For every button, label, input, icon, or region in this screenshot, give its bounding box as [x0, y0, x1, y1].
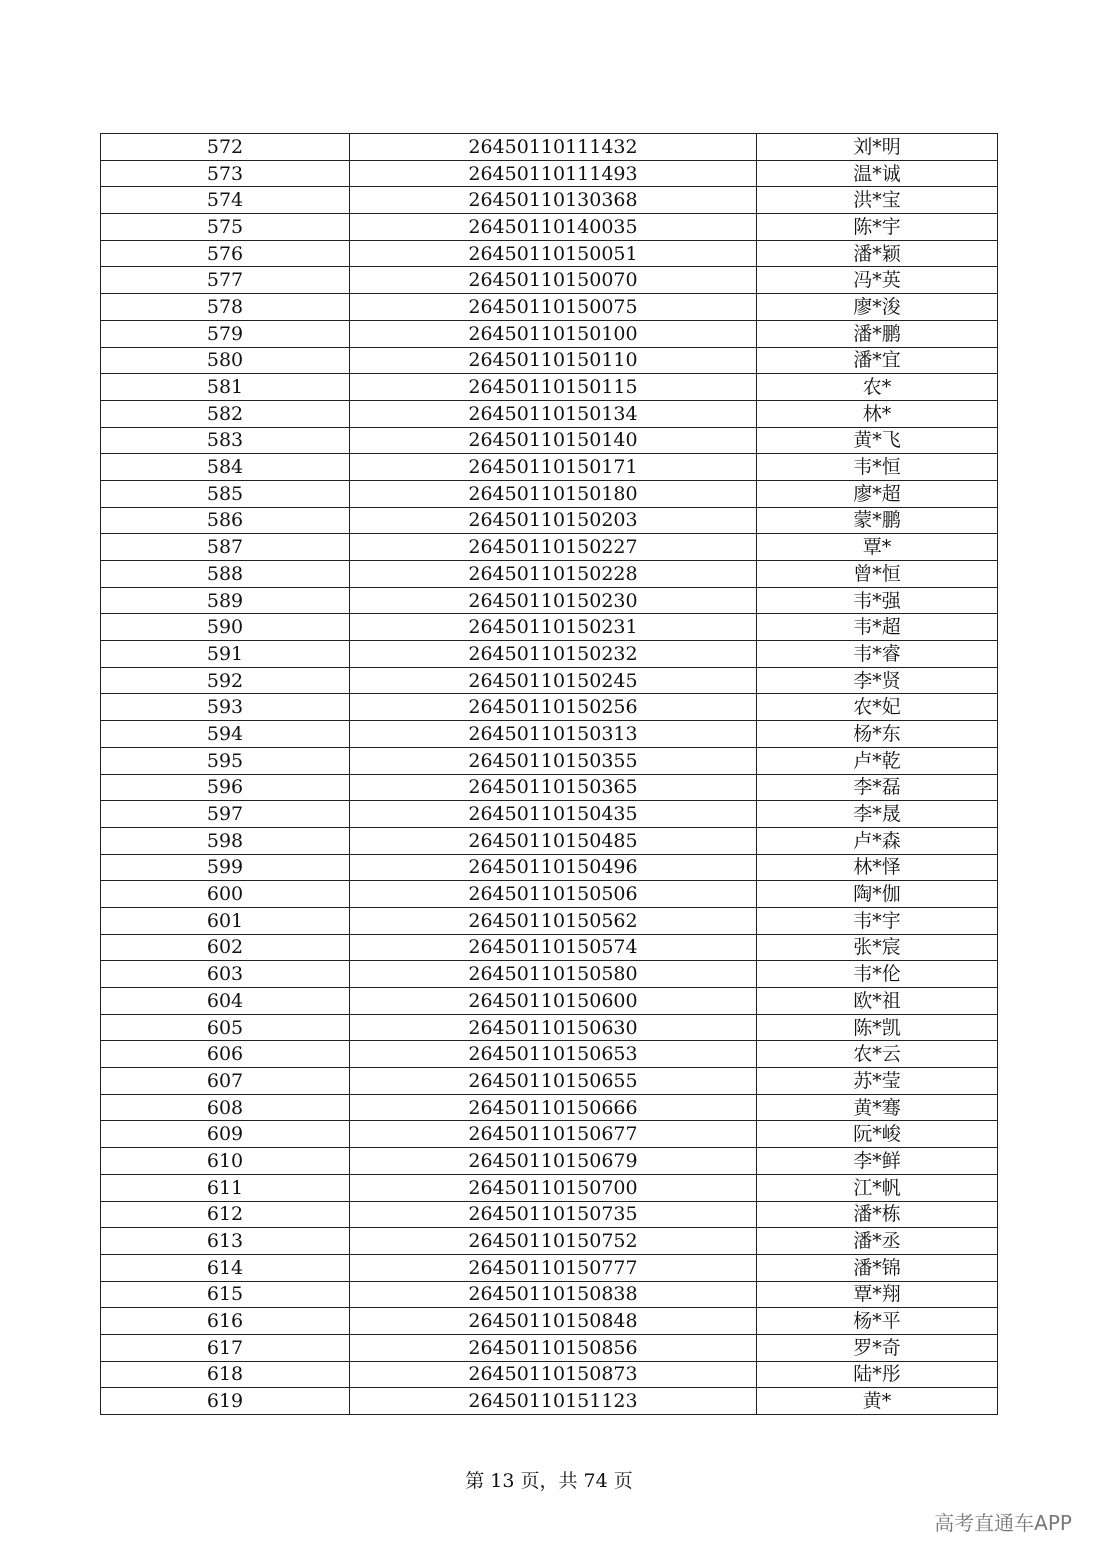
exam-number: 26450110150115	[350, 374, 757, 401]
table-row	[101, 827, 998, 854]
exam-number: 26450110150171	[350, 454, 757, 481]
table-row	[101, 1334, 998, 1361]
table-row	[101, 240, 998, 267]
row-index: 617	[101, 1334, 350, 1361]
table-row	[101, 1121, 998, 1148]
exam-number: 26450110150228	[350, 561, 757, 588]
exam-number: 26450110150496	[350, 854, 757, 881]
exam-number: 26450110150856	[350, 1334, 757, 1361]
row-index: 606	[101, 1041, 350, 1068]
exam-number: 26450110150848	[350, 1308, 757, 1335]
row-index: 614	[101, 1254, 350, 1281]
table-row	[101, 587, 998, 614]
exam-number: 26450110111493	[350, 160, 757, 187]
row-index: 592	[101, 667, 350, 694]
row-index: 599	[101, 854, 350, 881]
exam-number: 26450110150100	[350, 320, 757, 347]
row-index: 600	[101, 881, 350, 908]
student-name: 陈*凯	[757, 1014, 998, 1041]
exam-number: 26450110150075	[350, 294, 757, 321]
table-row	[101, 1228, 998, 1255]
row-index: 618	[101, 1361, 350, 1388]
row-index: 616	[101, 1308, 350, 1335]
table-row	[101, 267, 998, 294]
student-name: 陆*彤	[757, 1361, 998, 1388]
exam-number: 26450110150735	[350, 1201, 757, 1228]
student-name: 潘*栋	[757, 1201, 998, 1228]
exam-number: 26450110150110	[350, 347, 757, 374]
table-row	[101, 534, 998, 561]
exam-number: 26450110150245	[350, 667, 757, 694]
exam-number: 26450110150313	[350, 721, 757, 748]
table-row	[101, 934, 998, 961]
table-row	[101, 747, 998, 774]
student-name: 韦*超	[757, 614, 998, 641]
exam-number: 26450110150655	[350, 1068, 757, 1095]
student-name: 农*妃	[757, 694, 998, 721]
student-name: 苏*莹	[757, 1068, 998, 1095]
exam-number: 26450110140035	[350, 214, 757, 241]
roster-table	[100, 133, 998, 1415]
table-row	[101, 1174, 998, 1201]
student-name: 曾*恒	[757, 561, 998, 588]
table-row	[101, 667, 998, 694]
table-row	[101, 1254, 998, 1281]
row-index: 595	[101, 747, 350, 774]
student-name: 林*怿	[757, 854, 998, 881]
exam-number: 26450110150070	[350, 267, 757, 294]
exam-number: 26450110150838	[350, 1281, 757, 1308]
row-index: 603	[101, 961, 350, 988]
exam-number: 26450110150227	[350, 534, 757, 561]
student-name: 覃*翔	[757, 1281, 998, 1308]
row-index: 581	[101, 374, 350, 401]
exam-number: 26450110150630	[350, 1014, 757, 1041]
exam-number: 26450110150506	[350, 881, 757, 908]
row-index: 602	[101, 934, 350, 961]
row-index: 591	[101, 641, 350, 668]
student-name: 韦*强	[757, 587, 998, 614]
exam-number: 26450110150134	[350, 400, 757, 427]
row-index: 588	[101, 561, 350, 588]
exam-number: 26450110150653	[350, 1041, 757, 1068]
row-index: 611	[101, 1174, 350, 1201]
table-row	[101, 614, 998, 641]
student-name: 覃*	[757, 534, 998, 561]
row-index: 604	[101, 988, 350, 1015]
row-index: 578	[101, 294, 350, 321]
exam-number: 26450110150231	[350, 614, 757, 641]
student-name: 潘*锦	[757, 1254, 998, 1281]
row-index: 601	[101, 907, 350, 934]
row-index: 594	[101, 721, 350, 748]
student-name: 李*鲜	[757, 1148, 998, 1175]
row-index: 572	[101, 134, 350, 161]
student-name: 黄*飞	[757, 427, 998, 454]
row-index: 607	[101, 1068, 350, 1095]
student-name: 刘*明	[757, 134, 998, 161]
student-name: 林*	[757, 400, 998, 427]
exam-number: 26450110150256	[350, 694, 757, 721]
table-row	[101, 988, 998, 1015]
table-row	[101, 1281, 998, 1308]
table-row	[101, 641, 998, 668]
exam-number: 26450110150365	[350, 774, 757, 801]
student-name: 潘*丞	[757, 1228, 998, 1255]
row-index: 580	[101, 347, 350, 374]
student-name: 韦*睿	[757, 641, 998, 668]
table-row	[101, 907, 998, 934]
exam-number: 26450110150355	[350, 747, 757, 774]
row-index: 586	[101, 507, 350, 534]
student-name: 张*宸	[757, 934, 998, 961]
table-row	[101, 400, 998, 427]
table-row	[101, 374, 998, 401]
exam-number: 26450110150180	[350, 480, 757, 507]
table-row	[101, 427, 998, 454]
exam-number: 26450110150777	[350, 1254, 757, 1281]
row-index: 584	[101, 454, 350, 481]
row-index: 597	[101, 801, 350, 828]
exam-number: 26450110150677	[350, 1121, 757, 1148]
table-row	[101, 214, 998, 241]
table-row	[101, 961, 998, 988]
row-index: 579	[101, 320, 350, 347]
exam-number: 26450110150051	[350, 240, 757, 267]
row-index: 593	[101, 694, 350, 721]
table-row	[101, 1361, 998, 1388]
row-index: 576	[101, 240, 350, 267]
row-index: 608	[101, 1094, 350, 1121]
exam-number: 26450110150752	[350, 1228, 757, 1255]
student-name: 陶*伽	[757, 881, 998, 908]
table-row	[101, 1094, 998, 1121]
row-index: 573	[101, 160, 350, 187]
student-name: 韦*伦	[757, 961, 998, 988]
student-name: 潘*颖	[757, 240, 998, 267]
exam-number: 26450110130368	[350, 187, 757, 214]
row-index: 582	[101, 400, 350, 427]
student-name: 卢*乾	[757, 747, 998, 774]
student-name: 陈*宇	[757, 214, 998, 241]
student-name: 冯*英	[757, 267, 998, 294]
watermark: 高考直通车APP	[934, 1511, 1072, 1535]
table-row	[101, 721, 998, 748]
student-name: 李*贤	[757, 667, 998, 694]
student-name: 廖*超	[757, 480, 998, 507]
exam-number: 26450110150203	[350, 507, 757, 534]
exam-number: 26450110111432	[350, 134, 757, 161]
student-name: 潘*宜	[757, 347, 998, 374]
table-row	[101, 320, 998, 347]
exam-number: 26450110150666	[350, 1094, 757, 1121]
student-name: 洪*宝	[757, 187, 998, 214]
student-name: 农*	[757, 374, 998, 401]
table-row	[101, 454, 998, 481]
table-row	[101, 294, 998, 321]
row-index: 596	[101, 774, 350, 801]
exam-number: 26450110150562	[350, 907, 757, 934]
table-row	[101, 480, 998, 507]
student-name: 杨*平	[757, 1308, 998, 1335]
exam-number: 26450110150140	[350, 427, 757, 454]
table-row	[101, 1388, 998, 1415]
student-name: 杨*东	[757, 721, 998, 748]
row-index: 613	[101, 1228, 350, 1255]
exam-number: 26450110150700	[350, 1174, 757, 1201]
student-name: 黄*骞	[757, 1094, 998, 1121]
exam-number: 26450110150230	[350, 587, 757, 614]
student-name: 潘*鹏	[757, 320, 998, 347]
table-row	[101, 774, 998, 801]
student-name: 黄*	[757, 1388, 998, 1415]
table-row	[101, 1201, 998, 1228]
table-row	[101, 561, 998, 588]
student-name: 农*云	[757, 1041, 998, 1068]
table-row	[101, 160, 998, 187]
page-number: 第 13 页，共 74 页	[465, 1470, 633, 1492]
row-index: 577	[101, 267, 350, 294]
table-row	[101, 694, 998, 721]
roster-table-body	[101, 134, 998, 1415]
table-row	[101, 881, 998, 908]
table-row	[101, 1148, 998, 1175]
row-index: 575	[101, 214, 350, 241]
exam-number: 26450110150574	[350, 934, 757, 961]
student-name: 卢*森	[757, 827, 998, 854]
exam-number: 26450110150580	[350, 961, 757, 988]
table-row	[101, 187, 998, 214]
exam-number: 26450110150485	[350, 827, 757, 854]
row-index: 619	[101, 1388, 350, 1415]
table-row	[101, 1041, 998, 1068]
row-index: 589	[101, 587, 350, 614]
student-name: 阮*峻	[757, 1121, 998, 1148]
row-index: 590	[101, 614, 350, 641]
row-index: 583	[101, 427, 350, 454]
row-index: 574	[101, 187, 350, 214]
exam-number: 26450110150600	[350, 988, 757, 1015]
student-name: 韦*宇	[757, 907, 998, 934]
table-row	[101, 507, 998, 534]
exam-number: 26450110150679	[350, 1148, 757, 1175]
table-row	[101, 1308, 998, 1335]
table-row	[101, 134, 998, 161]
student-name: 欧*祖	[757, 988, 998, 1015]
student-name: 江*帆	[757, 1174, 998, 1201]
exam-number: 26450110150435	[350, 801, 757, 828]
table-row	[101, 1014, 998, 1041]
student-name: 蒙*鹏	[757, 507, 998, 534]
table-row	[101, 801, 998, 828]
row-index: 587	[101, 534, 350, 561]
row-index: 615	[101, 1281, 350, 1308]
row-index: 610	[101, 1148, 350, 1175]
table-row	[101, 347, 998, 374]
table-row	[101, 854, 998, 881]
exam-number: 26450110150873	[350, 1361, 757, 1388]
row-index: 585	[101, 480, 350, 507]
table-row	[101, 1068, 998, 1095]
row-index: 598	[101, 827, 350, 854]
student-name: 李*晟	[757, 801, 998, 828]
row-index: 609	[101, 1121, 350, 1148]
student-name: 温*诚	[757, 160, 998, 187]
student-name: 韦*恒	[757, 454, 998, 481]
student-name: 廖*浚	[757, 294, 998, 321]
exam-number: 26450110151123	[350, 1388, 757, 1415]
row-index: 605	[101, 1014, 350, 1041]
row-index: 612	[101, 1201, 350, 1228]
exam-number: 26450110150232	[350, 641, 757, 668]
student-name: 李*磊	[757, 774, 998, 801]
student-name: 罗*奇	[757, 1334, 998, 1361]
